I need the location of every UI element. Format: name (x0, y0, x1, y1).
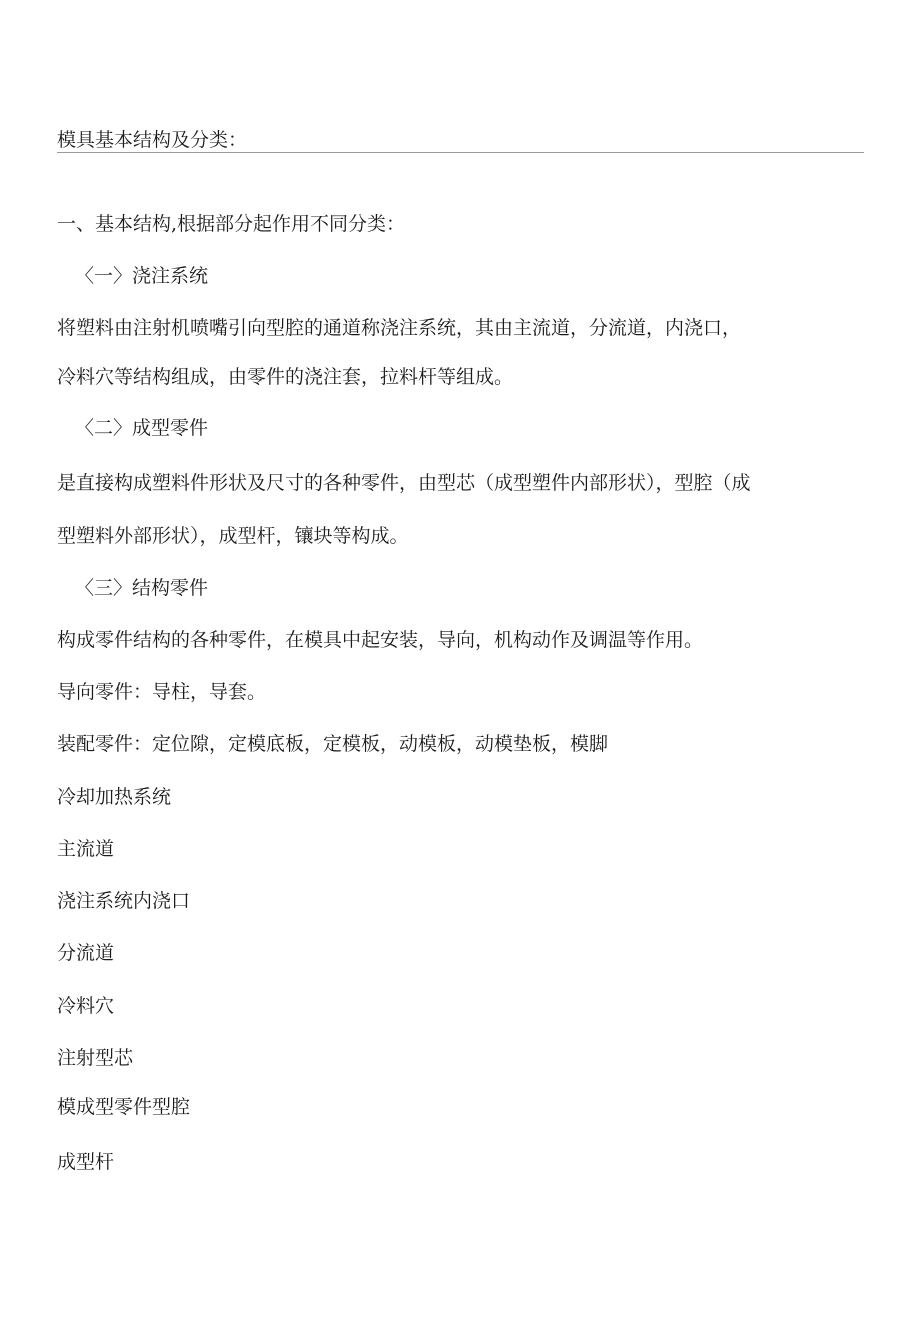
paragraph-line: 冷料穴等结构组成，由零件的浇注套，拉料杆等组成。 (57, 366, 514, 388)
list-item: 浇注系统内浇口 (57, 890, 191, 912)
list-item: 注射型芯 (57, 1047, 134, 1069)
list-item: 冷料穴 (57, 995, 115, 1017)
page-header (57, 128, 864, 153)
paragraph-line: 将塑料由注射机喷嘴引向型腔的通道称浇注系统，其由主流道，分流道，内浇口， (57, 317, 742, 339)
list-item: 分流道 (57, 942, 115, 964)
paragraph-line: 构成零件结构的各种零件，在模具中起安装，导向，机构动作及调温等作用。 (57, 629, 704, 651)
subsection-heading-molding-parts: 〈二〉成型零件 (75, 417, 209, 439)
paragraph-line: 是直接构成塑料件形状及尺寸的各种零件，由型芯（成型塑件内部形状），型腔（成 (57, 472, 751, 494)
subsection-heading-gating-system: 〈一〉浇注系统 (75, 265, 209, 287)
subsection-heading-structural-parts: 〈三〉结构零件 (75, 577, 209, 599)
section-heading-basic-structure: 一、基本结构,根据部分起作用不同分类： (57, 213, 406, 235)
list-item: 模成型零件型腔 (57, 1096, 191, 1118)
list-item: 主流道 (57, 838, 115, 860)
paragraph-line: 导向零件：导柱，导套。 (57, 681, 267, 703)
list-item: 冷却加热系统 (57, 786, 172, 808)
list-item: 成型杆 (57, 1151, 115, 1173)
paragraph-line: 型塑料外部形状），成型杆，镶块等构成。 (57, 525, 409, 547)
paragraph-line: 装配零件：定位隙，定模底板，定模板，动模板，动模垫板，模脚 (57, 733, 609, 755)
page-title: 模具基本结构及分类： (57, 129, 248, 151)
